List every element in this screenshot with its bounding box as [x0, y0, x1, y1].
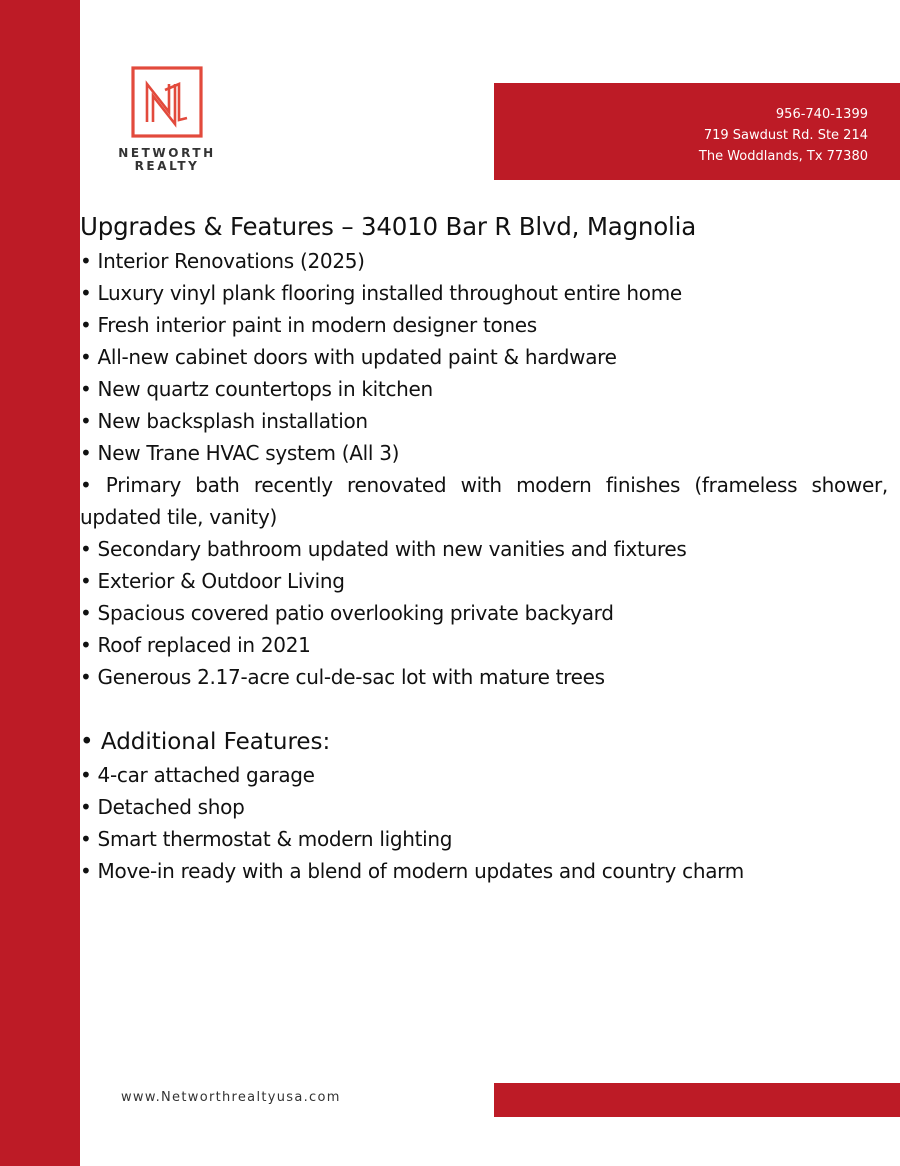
feature-item: • Generous 2.17-acre cul-de-sac lot with mature trees [80, 665, 605, 689]
features-content [80, 209, 890, 887]
feature-item: • Secondary bathroom updated with new vanities and fixtures [80, 537, 687, 561]
footer-accent-bar [494, 1083, 900, 1117]
contact-address-line1: 719 Sawdust Rd. Ste 214 [703, 128, 868, 143]
feature-item: • Luxury vinyl plank flooring installed throughout entire home [80, 281, 682, 305]
feature-item: • Roof replaced in 2021 [80, 633, 311, 657]
additional-feature-item: • 4-car attached garage [80, 763, 315, 787]
contact-info-box [494, 83, 900, 180]
contact-phone: 956-740-1399 [775, 107, 868, 122]
additional-feature-item: • Detached shop [80, 795, 245, 819]
feature-item: • New Trane HVAC system (All 3) [80, 441, 400, 465]
contact-address-line2: The Woddlands, Tx 77380 [698, 149, 868, 164]
additional-feature-item: • Move-in ready with a blend of modern updates and country charm [80, 859, 744, 883]
feature-item: • New quartz countertops in kitchen [80, 377, 433, 401]
additional-feature-item: • Smart thermostat & modern lighting [80, 827, 453, 851]
networth-n-logo-icon [131, 66, 203, 138]
feature-item: • Spacious covered patio overlooking private backyard [80, 601, 614, 625]
feature-item: • Primary bath recently renovated with modern finishes (frameless shower, updated tile, vanity) [80, 473, 888, 529]
logo-text-networth: NETWORTH [118, 146, 216, 160]
feature-item: • Fresh interior paint in modern designer tones [80, 313, 537, 337]
company-logo [112, 66, 222, 173]
page-title: Upgrades & Features – 34010 Bar R Blvd, Magnolia [80, 212, 697, 241]
additional-features-list [80, 759, 890, 887]
features-list [80, 245, 890, 693]
feature-item: • Exterior & Outdoor Living [80, 569, 345, 593]
website-link[interactable]: www.Networthrealtyusa.com [121, 1090, 341, 1105]
left-accent-band [0, 0, 80, 1166]
additional-features-heading: • Additional Features: [80, 729, 331, 755]
logo-text-realty: REALTY [134, 159, 200, 173]
feature-item: • New backsplash installation [80, 409, 368, 433]
feature-item: • Interior Renovations (2025) [80, 249, 365, 273]
feature-item: • All-new cabinet doors with updated paint & hardware [80, 345, 617, 369]
